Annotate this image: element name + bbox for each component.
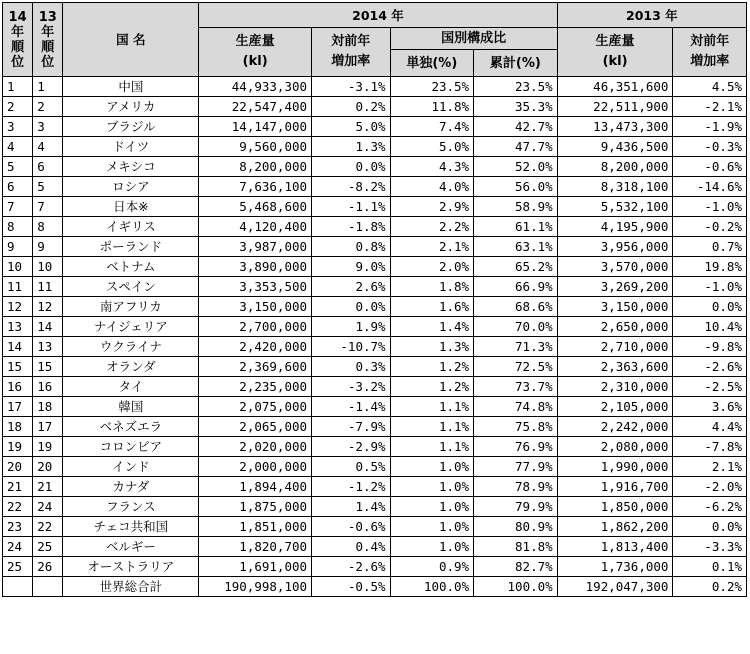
cell-yoy-2014: -1.8% bbox=[312, 217, 391, 237]
cell-share-cumulative: 47.7% bbox=[474, 137, 558, 157]
cell-country-name: カナダ bbox=[63, 477, 199, 497]
cell-share-cumulative: 79.9% bbox=[474, 497, 558, 517]
total-empty-rank13 bbox=[33, 577, 63, 597]
production-table bbox=[2, 2, 747, 597]
cell-yoy-2013: -7.8% bbox=[673, 437, 747, 457]
cell-share-single: 1.1% bbox=[390, 417, 474, 437]
cell-share-single: 2.0% bbox=[390, 257, 474, 277]
table-row bbox=[3, 337, 747, 357]
table-row bbox=[3, 437, 747, 457]
cell-share-single: 1.0% bbox=[390, 497, 474, 517]
cell-rank14: 4 bbox=[3, 137, 33, 157]
cell-yoy-2014: 0.4% bbox=[312, 537, 391, 557]
cell-rank14: 20 bbox=[3, 457, 33, 477]
cell-yoy-2014: 2.6% bbox=[312, 277, 391, 297]
header-production-2013: 生産量 (kl) bbox=[557, 28, 673, 77]
cell-country-name: ウクライナ bbox=[63, 337, 199, 357]
cell-yoy-2013: 0.0% bbox=[673, 297, 747, 317]
cell-yoy-2013: 4.5% bbox=[673, 77, 747, 97]
cell-rank14: 8 bbox=[3, 217, 33, 237]
cell-production-2013: 8,200,000 bbox=[557, 157, 673, 177]
cell-yoy-2013: -0.3% bbox=[673, 137, 747, 157]
cell-production-2013: 3,570,000 bbox=[557, 257, 673, 277]
cell-production-2014: 2,700,000 bbox=[199, 317, 312, 337]
cell-production-2014: 1,691,000 bbox=[199, 557, 312, 577]
cell-share-single: 7.4% bbox=[390, 117, 474, 137]
cell-production-2014: 3,150,000 bbox=[199, 297, 312, 317]
cell-share-cumulative: 42.7% bbox=[474, 117, 558, 137]
cell-share-cumulative: 56.0% bbox=[474, 177, 558, 197]
table-row bbox=[3, 237, 747, 257]
cell-production-2013: 2,710,000 bbox=[557, 337, 673, 357]
cell-share-single: 4.0% bbox=[390, 177, 474, 197]
cell-rank13: 20 bbox=[33, 457, 63, 477]
cell-share-single: 1.4% bbox=[390, 317, 474, 337]
cell-production-2014: 2,369,600 bbox=[199, 357, 312, 377]
cell-country-name: ポーランド bbox=[63, 237, 199, 257]
cell-share-single: 4.3% bbox=[390, 157, 474, 177]
cell-rank13: 21 bbox=[33, 477, 63, 497]
cell-share-cumulative: 70.0% bbox=[474, 317, 558, 337]
cell-share-cumulative: 77.9% bbox=[474, 457, 558, 477]
header-share-single: 単独(%) bbox=[390, 50, 474, 77]
cell-share-single: 1.3% bbox=[390, 337, 474, 357]
cell-yoy-2014: -3.2% bbox=[312, 377, 391, 397]
cell-country-name: ベルギー bbox=[63, 537, 199, 557]
cell-share-cumulative: 66.9% bbox=[474, 277, 558, 297]
cell-share-cumulative: 68.6% bbox=[474, 297, 558, 317]
cell-production-2014: 3,987,000 bbox=[199, 237, 312, 257]
cell-production-2013: 1,850,000 bbox=[557, 497, 673, 517]
cell-yoy-2013: 3.6% bbox=[673, 397, 747, 417]
cell-share-single: 1.0% bbox=[390, 457, 474, 477]
table-row bbox=[3, 417, 747, 437]
cell-rank13: 22 bbox=[33, 517, 63, 537]
cell-yoy-2014: -8.2% bbox=[312, 177, 391, 197]
table-row bbox=[3, 217, 747, 237]
cell-country-name: コロンビア bbox=[63, 437, 199, 457]
cell-share-cumulative: 80.9% bbox=[474, 517, 558, 537]
cell-share-cumulative: 35.3% bbox=[474, 97, 558, 117]
header-rank14: 14 年 順 位 bbox=[3, 3, 33, 77]
table-row bbox=[3, 357, 747, 377]
cell-production-2013: 46,351,600 bbox=[557, 77, 673, 97]
cell-share-single: 11.8% bbox=[390, 97, 474, 117]
table-row bbox=[3, 477, 747, 497]
cell-share-single: 1.0% bbox=[390, 537, 474, 557]
cell-rank13: 10 bbox=[33, 257, 63, 277]
table-row bbox=[3, 537, 747, 557]
cell-yoy-2013: -2.5% bbox=[673, 377, 747, 397]
cell-country-name: ブラジル bbox=[63, 117, 199, 137]
cell-yoy-2013: -1.0% bbox=[673, 197, 747, 217]
table-row bbox=[3, 177, 747, 197]
cell-share-cumulative: 76.9% bbox=[474, 437, 558, 457]
cell-yoy-2013: -2.0% bbox=[673, 477, 747, 497]
cell-yoy-2014: -2.9% bbox=[312, 437, 391, 457]
cell-rank13: 6 bbox=[33, 157, 63, 177]
cell-rank14: 14 bbox=[3, 337, 33, 357]
table-row bbox=[3, 457, 747, 477]
cell-yoy-2014: 5.0% bbox=[312, 117, 391, 137]
cell-production-2013: 1,990,000 bbox=[557, 457, 673, 477]
cell-rank14: 23 bbox=[3, 517, 33, 537]
cell-yoy-2014: 1.3% bbox=[312, 137, 391, 157]
cell-production-2013: 3,956,000 bbox=[557, 237, 673, 257]
cell-share-single: 1.0% bbox=[390, 477, 474, 497]
cell-production-2014: 9,560,000 bbox=[199, 137, 312, 157]
cell-production-2013: 1,862,200 bbox=[557, 517, 673, 537]
header-share-group: 国別構成比 bbox=[390, 28, 557, 50]
table-row bbox=[3, 97, 747, 117]
cell-production-2014: 2,000,000 bbox=[199, 457, 312, 477]
cell-country-name: ドイツ bbox=[63, 137, 199, 157]
cell-rank13: 11 bbox=[33, 277, 63, 297]
cell-yoy-2014: -1.2% bbox=[312, 477, 391, 497]
total-empty-rank14 bbox=[3, 577, 33, 597]
cell-yoy-2014: 1.4% bbox=[312, 497, 391, 517]
table-row bbox=[3, 137, 747, 157]
cell-rank14: 12 bbox=[3, 297, 33, 317]
table-row bbox=[3, 197, 747, 217]
cell-country-name: タイ bbox=[63, 377, 199, 397]
cell-production-2013: 2,080,000 bbox=[557, 437, 673, 457]
cell-production-2014: 1,851,000 bbox=[199, 517, 312, 537]
header-yoy-2014: 対前年 増加率 bbox=[312, 28, 391, 77]
cell-rank14: 2 bbox=[3, 97, 33, 117]
cell-yoy-2013: -6.2% bbox=[673, 497, 747, 517]
cell-rank13: 5 bbox=[33, 177, 63, 197]
cell-yoy-2014: -2.6% bbox=[312, 557, 391, 577]
table-row bbox=[3, 517, 747, 537]
cell-production-2013: 2,242,000 bbox=[557, 417, 673, 437]
cell-yoy-2013: 0.1% bbox=[673, 557, 747, 577]
cell-country-name: スペイン bbox=[63, 277, 199, 297]
cell-share-cumulative: 63.1% bbox=[474, 237, 558, 257]
cell-rank13: 16 bbox=[33, 377, 63, 397]
cell-production-2014: 2,235,000 bbox=[199, 377, 312, 397]
cell-rank13: 2 bbox=[33, 97, 63, 117]
cell-yoy-2014: -1.1% bbox=[312, 197, 391, 217]
cell-share-cumulative: 73.7% bbox=[474, 377, 558, 397]
cell-share-single: 1.6% bbox=[390, 297, 474, 317]
cell-yoy-2014: 9.0% bbox=[312, 257, 391, 277]
cell-production-2014: 2,075,000 bbox=[199, 397, 312, 417]
cell-yoy-2013: -9.8% bbox=[673, 337, 747, 357]
table-row bbox=[3, 157, 747, 177]
total-production-2014: 190,998,100 bbox=[199, 577, 312, 597]
cell-rank14: 19 bbox=[3, 437, 33, 457]
cell-rank13: 7 bbox=[33, 197, 63, 217]
cell-rank14: 7 bbox=[3, 197, 33, 217]
cell-production-2013: 3,269,200 bbox=[557, 277, 673, 297]
table-row bbox=[3, 277, 747, 297]
total-yoy-2014: -0.5% bbox=[312, 577, 391, 597]
cell-production-2013: 1,736,000 bbox=[557, 557, 673, 577]
cell-share-single: 1.0% bbox=[390, 517, 474, 537]
cell-country-name: ナイジェリア bbox=[63, 317, 199, 337]
cell-share-cumulative: 71.3% bbox=[474, 337, 558, 357]
table-row bbox=[3, 297, 747, 317]
cell-yoy-2013: 2.1% bbox=[673, 457, 747, 477]
table-row bbox=[3, 497, 747, 517]
cell-production-2014: 2,065,000 bbox=[199, 417, 312, 437]
cell-yoy-2014: 0.5% bbox=[312, 457, 391, 477]
cell-yoy-2013: -1.9% bbox=[673, 117, 747, 137]
cell-production-2014: 3,890,000 bbox=[199, 257, 312, 277]
cell-yoy-2014: -3.1% bbox=[312, 77, 391, 97]
cell-country-name: インド bbox=[63, 457, 199, 477]
cell-rank13: 8 bbox=[33, 217, 63, 237]
cell-yoy-2013: 19.8% bbox=[673, 257, 747, 277]
cell-rank13: 24 bbox=[33, 497, 63, 517]
cell-production-2013: 5,532,100 bbox=[557, 197, 673, 217]
cell-rank13: 3 bbox=[33, 117, 63, 137]
cell-share-cumulative: 75.8% bbox=[474, 417, 558, 437]
cell-rank14: 18 bbox=[3, 417, 33, 437]
cell-production-2014: 3,353,500 bbox=[199, 277, 312, 297]
cell-production-2013: 22,511,900 bbox=[557, 97, 673, 117]
cell-production-2013: 3,150,000 bbox=[557, 297, 673, 317]
cell-rank14: 15 bbox=[3, 357, 33, 377]
cell-yoy-2014: -7.9% bbox=[312, 417, 391, 437]
cell-share-cumulative: 72.5% bbox=[474, 357, 558, 377]
cell-production-2014: 2,420,000 bbox=[199, 337, 312, 357]
cell-rank14: 25 bbox=[3, 557, 33, 577]
cell-share-single: 2.2% bbox=[390, 217, 474, 237]
cell-production-2014: 8,200,000 bbox=[199, 157, 312, 177]
table-row bbox=[3, 397, 747, 417]
cell-production-2013: 2,105,000 bbox=[557, 397, 673, 417]
cell-country-name: イギリス bbox=[63, 217, 199, 237]
cell-rank14: 11 bbox=[3, 277, 33, 297]
cell-rank13: 14 bbox=[33, 317, 63, 337]
cell-production-2014: 1,875,000 bbox=[199, 497, 312, 517]
header-year-2014: 2014 年 bbox=[199, 3, 557, 28]
cell-rank13: 26 bbox=[33, 557, 63, 577]
header-country: 国 名 bbox=[63, 3, 199, 77]
total-share-cumulative: 100.0% bbox=[474, 577, 558, 597]
cell-share-cumulative: 81.8% bbox=[474, 537, 558, 557]
cell-yoy-2013: 0.0% bbox=[673, 517, 747, 537]
cell-rank14: 22 bbox=[3, 497, 33, 517]
cell-share-cumulative: 74.8% bbox=[474, 397, 558, 417]
cell-yoy-2014: 0.3% bbox=[312, 357, 391, 377]
cell-yoy-2014: 0.0% bbox=[312, 297, 391, 317]
cell-yoy-2014: 0.8% bbox=[312, 237, 391, 257]
cell-production-2014: 4,120,400 bbox=[199, 217, 312, 237]
cell-rank14: 6 bbox=[3, 177, 33, 197]
cell-country-name: ロシア bbox=[63, 177, 199, 197]
cell-share-cumulative: 65.2% bbox=[474, 257, 558, 277]
cell-yoy-2014: 0.2% bbox=[312, 97, 391, 117]
cell-production-2013: 4,195,900 bbox=[557, 217, 673, 237]
cell-country-name: フランス bbox=[63, 497, 199, 517]
cell-rank13: 19 bbox=[33, 437, 63, 457]
table-row bbox=[3, 557, 747, 577]
table-row bbox=[3, 377, 747, 397]
table-row bbox=[3, 77, 747, 97]
cell-production-2014: 1,894,400 bbox=[199, 477, 312, 497]
cell-country-name: アメリカ bbox=[63, 97, 199, 117]
cell-share-cumulative: 82.7% bbox=[474, 557, 558, 577]
cell-share-single: 23.5% bbox=[390, 77, 474, 97]
cell-production-2013: 13,473,300 bbox=[557, 117, 673, 137]
table-row bbox=[3, 117, 747, 137]
cell-rank13: 1 bbox=[33, 77, 63, 97]
cell-share-single: 1.8% bbox=[390, 277, 474, 297]
cell-production-2013: 9,436,500 bbox=[557, 137, 673, 157]
cell-production-2013: 8,318,100 bbox=[557, 177, 673, 197]
cell-production-2014: 22,547,400 bbox=[199, 97, 312, 117]
cell-rank14: 16 bbox=[3, 377, 33, 397]
cell-production-2013: 1,813,400 bbox=[557, 537, 673, 557]
header-production-2014: 生産量 (kl) bbox=[199, 28, 312, 77]
cell-yoy-2014: 1.9% bbox=[312, 317, 391, 337]
cell-country-name: ベネズエラ bbox=[63, 417, 199, 437]
cell-country-name: 南アフリカ bbox=[63, 297, 199, 317]
total-row bbox=[3, 577, 747, 597]
cell-rank14: 13 bbox=[3, 317, 33, 337]
cell-share-single: 0.9% bbox=[390, 557, 474, 577]
cell-production-2013: 2,650,000 bbox=[557, 317, 673, 337]
cell-country-name: メキシコ bbox=[63, 157, 199, 177]
cell-country-name: ベトナム bbox=[63, 257, 199, 277]
cell-rank14: 17 bbox=[3, 397, 33, 417]
cell-production-2013: 2,363,600 bbox=[557, 357, 673, 377]
cell-yoy-2013: -2.1% bbox=[673, 97, 747, 117]
cell-rank13: 17 bbox=[33, 417, 63, 437]
cell-share-single: 1.1% bbox=[390, 397, 474, 417]
cell-share-single: 1.1% bbox=[390, 437, 474, 457]
cell-country-name: チェコ共和国 bbox=[63, 517, 199, 537]
cell-production-2014: 1,820,700 bbox=[199, 537, 312, 557]
total-yoy-2013: 0.2% bbox=[673, 577, 747, 597]
cell-production-2014: 7,636,100 bbox=[199, 177, 312, 197]
total-label: 世界総合計 bbox=[63, 577, 199, 597]
cell-rank13: 9 bbox=[33, 237, 63, 257]
cell-share-cumulative: 52.0% bbox=[474, 157, 558, 177]
cell-production-2013: 1,916,700 bbox=[557, 477, 673, 497]
cell-yoy-2013: 10.4% bbox=[673, 317, 747, 337]
table-row bbox=[3, 257, 747, 277]
cell-country-name: 中国 bbox=[63, 77, 199, 97]
total-share-single: 100.0% bbox=[390, 577, 474, 597]
table-row bbox=[3, 317, 747, 337]
cell-rank13: 13 bbox=[33, 337, 63, 357]
cell-rank13: 25 bbox=[33, 537, 63, 557]
cell-yoy-2014: 0.0% bbox=[312, 157, 391, 177]
cell-yoy-2013: 0.7% bbox=[673, 237, 747, 257]
cell-share-single: 2.1% bbox=[390, 237, 474, 257]
cell-rank14: 24 bbox=[3, 537, 33, 557]
cell-share-cumulative: 23.5% bbox=[474, 77, 558, 97]
total-production-2013: 192,047,300 bbox=[557, 577, 673, 597]
cell-country-name: 韓国 bbox=[63, 397, 199, 417]
cell-share-cumulative: 58.9% bbox=[474, 197, 558, 217]
cell-share-single: 1.2% bbox=[390, 357, 474, 377]
cell-country-name: オランダ bbox=[63, 357, 199, 377]
cell-share-cumulative: 78.9% bbox=[474, 477, 558, 497]
cell-production-2013: 2,310,000 bbox=[557, 377, 673, 397]
header-yoy-2013: 対前年 増加率 bbox=[673, 28, 747, 77]
cell-rank13: 18 bbox=[33, 397, 63, 417]
header-rank13: 13 年 順 位 bbox=[33, 3, 63, 77]
cell-share-single: 5.0% bbox=[390, 137, 474, 157]
cell-rank14: 3 bbox=[3, 117, 33, 137]
cell-yoy-2014: -1.4% bbox=[312, 397, 391, 417]
cell-production-2014: 5,468,600 bbox=[199, 197, 312, 217]
cell-rank14: 1 bbox=[3, 77, 33, 97]
cell-rank13: 15 bbox=[33, 357, 63, 377]
cell-yoy-2013: -1.0% bbox=[673, 277, 747, 297]
cell-rank13: 4 bbox=[33, 137, 63, 157]
header-year-2013: 2013 年 bbox=[557, 3, 746, 28]
cell-yoy-2013: -2.6% bbox=[673, 357, 747, 377]
cell-country-name: オーストラリア bbox=[63, 557, 199, 577]
cell-share-single: 1.2% bbox=[390, 377, 474, 397]
cell-rank13: 12 bbox=[33, 297, 63, 317]
cell-rank14: 21 bbox=[3, 477, 33, 497]
cell-share-cumulative: 61.1% bbox=[474, 217, 558, 237]
cell-country-name: 日本※ bbox=[63, 197, 199, 217]
cell-rank14: 9 bbox=[3, 237, 33, 257]
cell-production-2014: 44,933,300 bbox=[199, 77, 312, 97]
cell-yoy-2013: -3.3% bbox=[673, 537, 747, 557]
cell-production-2014: 14,147,000 bbox=[199, 117, 312, 137]
cell-rank14: 5 bbox=[3, 157, 33, 177]
header-share-cumulative: 累計(%) bbox=[474, 50, 558, 77]
cell-yoy-2013: 4.4% bbox=[673, 417, 747, 437]
cell-yoy-2013: -14.6% bbox=[673, 177, 747, 197]
cell-share-single: 2.9% bbox=[390, 197, 474, 217]
cell-yoy-2013: -0.2% bbox=[673, 217, 747, 237]
cell-yoy-2014: -10.7% bbox=[312, 337, 391, 357]
cell-yoy-2014: -0.6% bbox=[312, 517, 391, 537]
cell-yoy-2013: -0.6% bbox=[673, 157, 747, 177]
cell-production-2014: 2,020,000 bbox=[199, 437, 312, 457]
cell-rank14: 10 bbox=[3, 257, 33, 277]
